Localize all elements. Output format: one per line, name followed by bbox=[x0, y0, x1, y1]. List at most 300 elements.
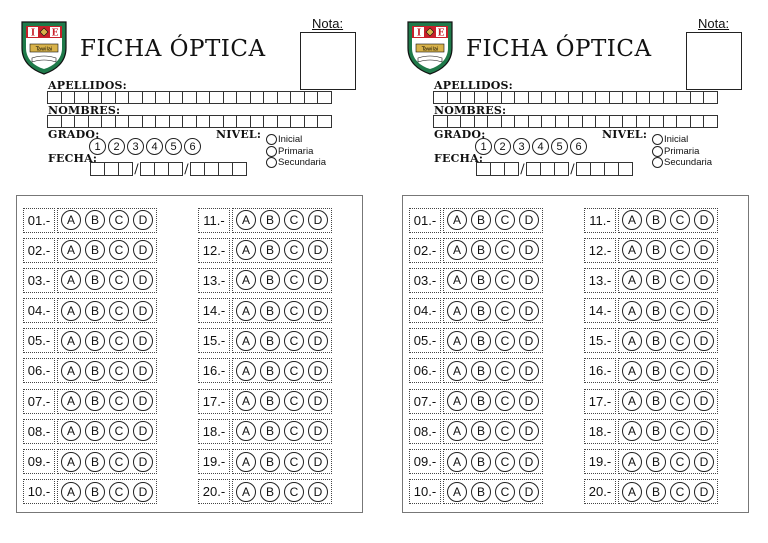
answer-bubble[interactable]: A bbox=[61, 270, 81, 290]
answer-bubble[interactable]: C bbox=[495, 452, 515, 472]
answer-bubble[interactable]: D bbox=[519, 301, 539, 321]
fecha-boxes[interactable]: / / bbox=[90, 162, 247, 176]
answer-bubble[interactable]: C bbox=[109, 270, 129, 290]
answer-bubble[interactable]: A bbox=[61, 331, 81, 351]
answer-bubble[interactable]: D bbox=[308, 421, 328, 441]
answer-bubble[interactable]: B bbox=[85, 452, 105, 472]
answer-bubble[interactable]: D bbox=[519, 270, 539, 290]
question-row bbox=[23, 357, 157, 385]
answer-bubble[interactable]: C bbox=[109, 210, 129, 230]
svg-text:E: E bbox=[51, 28, 59, 39]
answer-bubble[interactable]: D bbox=[694, 452, 714, 472]
answer-bubble[interactable]: B bbox=[85, 361, 105, 381]
answer-bubble[interactable]: C bbox=[495, 301, 515, 321]
grade-bubble[interactable]: 6 bbox=[184, 138, 201, 155]
letter-box[interactable] bbox=[263, 91, 277, 104]
grade-bubble[interactable]: 6 bbox=[570, 138, 587, 155]
letter-box[interactable] bbox=[142, 115, 156, 128]
answer-bubble[interactable]: C bbox=[495, 361, 515, 381]
grade-bubble[interactable]: 3 bbox=[127, 138, 144, 155]
answer-bubble[interactable]: B bbox=[646, 270, 666, 290]
letter-box[interactable] bbox=[115, 91, 129, 104]
letter-box[interactable] bbox=[474, 91, 488, 104]
answer-options bbox=[57, 328, 157, 353]
answer-bubble[interactable]: D bbox=[133, 301, 153, 321]
answer-bubble[interactable]: B bbox=[646, 421, 666, 441]
answer-bubble[interactable]: A bbox=[622, 240, 642, 260]
answer-bubble[interactable]: D bbox=[308, 361, 328, 381]
answer-bubble[interactable]: A bbox=[447, 361, 467, 381]
answer-bubble[interactable]: D bbox=[694, 421, 714, 441]
answer-bubble[interactable]: D bbox=[133, 391, 153, 411]
letter-box[interactable] bbox=[663, 115, 677, 128]
answer-bubble[interactable]: C bbox=[109, 240, 129, 260]
answer-bubble[interactable]: C bbox=[495, 331, 515, 351]
grade-bubble[interactable]: 5 bbox=[165, 138, 182, 155]
answer-bubble[interactable]: D bbox=[308, 301, 328, 321]
letter-box[interactable] bbox=[555, 91, 569, 104]
answer-bubble[interactable]: B bbox=[471, 482, 491, 502]
letter-box[interactable] bbox=[88, 115, 102, 128]
answer-bubble[interactable]: C bbox=[284, 331, 304, 351]
answer-bubble[interactable]: B bbox=[85, 331, 105, 351]
answer-bubble[interactable]: D bbox=[133, 270, 153, 290]
answer-bubble[interactable]: D bbox=[519, 482, 539, 502]
answer-bubble[interactable]: C bbox=[495, 240, 515, 260]
letter-box[interactable] bbox=[649, 91, 663, 104]
answer-bubble[interactable]: C bbox=[284, 210, 304, 230]
answer-bubble[interactable]: C bbox=[109, 301, 129, 321]
answer-bubble[interactable]: A bbox=[447, 240, 467, 260]
answer-options bbox=[232, 479, 332, 504]
letter-box[interactable] bbox=[609, 115, 623, 128]
answer-bubble[interactable]: D bbox=[519, 391, 539, 411]
letter-box[interactable] bbox=[101, 91, 115, 104]
question-number: 20.- bbox=[584, 479, 616, 504]
letter-box[interactable] bbox=[74, 91, 88, 104]
answer-bubble[interactable]: A bbox=[622, 210, 642, 230]
letter-box[interactable] bbox=[622, 115, 636, 128]
letter-box[interactable] bbox=[541, 91, 555, 104]
answer-bubble[interactable]: C bbox=[109, 421, 129, 441]
letter-box[interactable] bbox=[317, 115, 332, 128]
answer-bubble[interactable]: C bbox=[670, 240, 690, 260]
answer-bubble[interactable]: A bbox=[622, 331, 642, 351]
answer-bubble[interactable]: B bbox=[646, 301, 666, 321]
school-crest-logo bbox=[18, 18, 70, 76]
letter-box[interactable] bbox=[555, 115, 569, 128]
answer-bubble[interactable]: B bbox=[471, 270, 491, 290]
answer-bubble[interactable]: A bbox=[622, 452, 642, 472]
answer-bubble[interactable]: B bbox=[260, 391, 280, 411]
question-row bbox=[584, 417, 718, 445]
answer-bubble[interactable]: A bbox=[236, 240, 256, 260]
letter-box[interactable] bbox=[47, 91, 61, 104]
answer-bubble[interactable]: A bbox=[61, 361, 81, 381]
letter-box[interactable] bbox=[514, 115, 528, 128]
answer-bubble[interactable]: A bbox=[447, 331, 467, 351]
page-title: FICHA ÓPTICA bbox=[466, 36, 652, 62]
answer-bubble[interactable]: D bbox=[308, 270, 328, 290]
answer-bubble[interactable]: B bbox=[85, 210, 105, 230]
answer-bubble[interactable]: B bbox=[471, 331, 491, 351]
grade-bubble[interactable]: 4 bbox=[532, 138, 549, 155]
answer-bubble[interactable]: B bbox=[471, 361, 491, 381]
answer-bubble[interactable]: C bbox=[670, 270, 690, 290]
question-row bbox=[198, 448, 332, 476]
answer-bubble[interactable]: A bbox=[622, 270, 642, 290]
answer-bubble[interactable]: C bbox=[284, 270, 304, 290]
answer-bubble[interactable]: A bbox=[236, 391, 256, 411]
answer-bubble[interactable]: B bbox=[646, 482, 666, 502]
letter-box[interactable] bbox=[595, 115, 609, 128]
grade-bubble[interactable]: 5 bbox=[551, 138, 568, 155]
letter-box[interactable] bbox=[101, 115, 115, 128]
letter-box[interactable] bbox=[209, 91, 223, 104]
answer-bubble[interactable]: D bbox=[519, 240, 539, 260]
letter-box[interactable] bbox=[196, 115, 210, 128]
nombres-label: NOMBRES: bbox=[434, 104, 507, 117]
answer-bubble[interactable]: D bbox=[308, 452, 328, 472]
answer-bubble[interactable]: A bbox=[447, 301, 467, 321]
nombres-boxes[interactable] bbox=[47, 115, 332, 128]
answer-bubble[interactable]: D bbox=[694, 361, 714, 381]
answer-bubble[interactable]: C bbox=[670, 331, 690, 351]
letter-box[interactable] bbox=[304, 91, 318, 104]
question-number: 07.- bbox=[409, 389, 441, 414]
question-number: 15.- bbox=[198, 328, 230, 353]
letter-box[interactable] bbox=[250, 91, 264, 104]
answer-bubble[interactable]: C bbox=[284, 240, 304, 260]
answer-bubble[interactable]: B bbox=[260, 361, 280, 381]
answer-bubble[interactable]: B bbox=[85, 240, 105, 260]
answer-bubble[interactable]: B bbox=[260, 301, 280, 321]
answer-bubble[interactable]: A bbox=[447, 391, 467, 411]
letter-box[interactable] bbox=[223, 91, 237, 104]
answer-bubble[interactable]: C bbox=[670, 482, 690, 502]
letter-box[interactable] bbox=[128, 115, 142, 128]
nota-score-box[interactable] bbox=[300, 32, 356, 90]
answer-bubble[interactable]: A bbox=[622, 301, 642, 321]
letter-box[interactable] bbox=[528, 91, 542, 104]
answer-bubble[interactable]: A bbox=[236, 301, 256, 321]
answer-bubble[interactable]: A bbox=[622, 421, 642, 441]
answer-bubble[interactable]: D bbox=[308, 391, 328, 411]
answer-bubble[interactable]: B bbox=[471, 210, 491, 230]
answer-bubble[interactable]: B bbox=[646, 361, 666, 381]
answer-bubble[interactable]: B bbox=[260, 331, 280, 351]
grade-bubble[interactable]: 1 bbox=[475, 138, 492, 155]
answer-bubble[interactable]: A bbox=[622, 391, 642, 411]
answer-bubble[interactable]: D bbox=[519, 331, 539, 351]
answer-bubble[interactable]: A bbox=[236, 421, 256, 441]
answer-bubble[interactable]: A bbox=[447, 270, 467, 290]
answer-bubble[interactable]: B bbox=[471, 301, 491, 321]
apellidos-boxes[interactable] bbox=[433, 91, 718, 104]
letter-box[interactable] bbox=[528, 115, 542, 128]
grade-bubble[interactable]: 2 bbox=[108, 138, 125, 155]
answer-bubble[interactable]: D bbox=[133, 421, 153, 441]
answer-bubble[interactable]: B bbox=[260, 482, 280, 502]
answer-bubble[interactable]: D bbox=[308, 210, 328, 230]
answer-bubble[interactable]: D bbox=[308, 331, 328, 351]
answer-sheet-right bbox=[398, 0, 768, 543]
letter-box[interactable] bbox=[703, 91, 718, 104]
letter-box[interactable] bbox=[568, 115, 582, 128]
letter-box[interactable] bbox=[582, 115, 596, 128]
letter-box[interactable] bbox=[223, 115, 237, 128]
letter-box[interactable] bbox=[487, 115, 501, 128]
letter-box[interactable] bbox=[474, 115, 488, 128]
answer-bubble[interactable]: C bbox=[284, 421, 304, 441]
letter-box[interactable] bbox=[196, 91, 210, 104]
answer-bubble[interactable]: D bbox=[519, 421, 539, 441]
answer-bubble[interactable]: C bbox=[670, 452, 690, 472]
answer-bubble[interactable]: A bbox=[236, 361, 256, 381]
letter-box[interactable] bbox=[609, 91, 623, 104]
question-row bbox=[584, 206, 718, 234]
grade-bubble[interactable]: 2 bbox=[494, 138, 511, 155]
answer-bubble[interactable]: A bbox=[447, 210, 467, 230]
answer-bubble[interactable]: C bbox=[670, 391, 690, 411]
answer-bubble[interactable]: C bbox=[670, 301, 690, 321]
answer-sheet-left bbox=[12, 0, 382, 543]
answer-bubble[interactable]: C bbox=[284, 482, 304, 502]
question-row bbox=[23, 478, 157, 506]
answer-bubble[interactable]: A bbox=[447, 452, 467, 472]
answer-bubble[interactable]: D bbox=[133, 482, 153, 502]
question-number: 13.- bbox=[198, 268, 230, 293]
letter-box[interactable] bbox=[169, 115, 183, 128]
letter-box[interactable] bbox=[169, 91, 183, 104]
answer-bubble[interactable]: D bbox=[694, 301, 714, 321]
letter-box[interactable] bbox=[447, 115, 461, 128]
answer-bubble[interactable]: A bbox=[61, 210, 81, 230]
answer-bubble[interactable]: D bbox=[133, 452, 153, 472]
answer-bubble[interactable]: A bbox=[61, 301, 81, 321]
answer-bubble[interactable]: C bbox=[284, 452, 304, 472]
answer-options bbox=[443, 268, 543, 293]
letter-box[interactable] bbox=[636, 115, 650, 128]
answer-bubble[interactable]: D bbox=[133, 331, 153, 351]
nivel-radio[interactable] bbox=[652, 134, 663, 145]
answer-bubble[interactable]: D bbox=[694, 482, 714, 502]
answer-bubble[interactable]: D bbox=[133, 361, 153, 381]
letter-box[interactable] bbox=[501, 115, 515, 128]
answer-bubble[interactable]: B bbox=[260, 421, 280, 441]
letter-box[interactable] bbox=[636, 91, 650, 104]
nivel-radio[interactable] bbox=[266, 157, 277, 168]
answer-bubble[interactable]: C bbox=[495, 391, 515, 411]
answer-bubble[interactable]: C bbox=[109, 391, 129, 411]
answer-bubble[interactable]: B bbox=[471, 452, 491, 472]
answer-bubble[interactable]: D bbox=[519, 210, 539, 230]
letter-box[interactable] bbox=[155, 91, 169, 104]
answer-bubble[interactable]: B bbox=[471, 391, 491, 411]
answer-bubble[interactable]: B bbox=[85, 391, 105, 411]
answer-options bbox=[618, 298, 718, 323]
answer-bubble[interactable]: C bbox=[670, 421, 690, 441]
answer-bubble[interactable]: C bbox=[670, 210, 690, 230]
letter-box[interactable] bbox=[663, 91, 677, 104]
answer-bubble[interactable]: A bbox=[236, 210, 256, 230]
answer-bubble[interactable]: D bbox=[308, 482, 328, 502]
answer-bubble[interactable]: C bbox=[495, 210, 515, 230]
answer-bubble[interactable]: A bbox=[447, 482, 467, 502]
nota-score-box[interactable] bbox=[686, 32, 742, 90]
answer-bubble[interactable]: D bbox=[133, 240, 153, 260]
answer-bubble[interactable]: B bbox=[260, 452, 280, 472]
answer-bubble[interactable]: B bbox=[646, 210, 666, 230]
answer-bubble[interactable]: C bbox=[109, 482, 129, 502]
answer-bubble[interactable]: C bbox=[495, 482, 515, 502]
letter-box[interactable] bbox=[236, 115, 250, 128]
apellidos-boxes[interactable] bbox=[47, 91, 332, 104]
answer-bubble[interactable]: B bbox=[260, 270, 280, 290]
grade-bubble[interactable]: 3 bbox=[513, 138, 530, 155]
letter-box[interactable] bbox=[236, 91, 250, 104]
answer-bubble[interactable]: A bbox=[61, 482, 81, 502]
letter-box[interactable] bbox=[128, 91, 142, 104]
letter-box[interactable] bbox=[74, 115, 88, 128]
question-number: 12.- bbox=[584, 238, 616, 263]
answer-bubble[interactable]: D bbox=[694, 270, 714, 290]
answer-bubble[interactable]: A bbox=[61, 452, 81, 472]
school-crest-logo bbox=[404, 18, 456, 76]
answer-bubble[interactable]: A bbox=[622, 361, 642, 381]
answer-bubble[interactable]: C bbox=[670, 361, 690, 381]
letter-box[interactable] bbox=[703, 115, 718, 128]
letter-box[interactable] bbox=[433, 115, 447, 128]
answer-bubble[interactable]: A bbox=[61, 421, 81, 441]
letter-box[interactable] bbox=[676, 91, 690, 104]
answer-bubble[interactable]: B bbox=[260, 210, 280, 230]
answer-options bbox=[57, 419, 157, 444]
answer-bubble[interactable]: A bbox=[61, 240, 81, 260]
answer-bubble[interactable]: C bbox=[109, 452, 129, 472]
answer-bubble[interactable]: D bbox=[694, 391, 714, 411]
letter-box[interactable] bbox=[142, 91, 156, 104]
letter-box[interactable] bbox=[649, 115, 663, 128]
answer-bubble[interactable]: C bbox=[109, 331, 129, 351]
letter-box[interactable] bbox=[690, 91, 704, 104]
letter-box[interactable] bbox=[182, 115, 196, 128]
answer-bubble[interactable]: D bbox=[519, 361, 539, 381]
grade-bubble[interactable]: 1 bbox=[89, 138, 106, 155]
answer-bubble[interactable]: B bbox=[646, 391, 666, 411]
letter-box[interactable] bbox=[155, 115, 169, 128]
answer-bubble[interactable]: B bbox=[85, 301, 105, 321]
letter-box[interactable] bbox=[304, 115, 318, 128]
letter-box[interactable] bbox=[290, 91, 304, 104]
answer-bubble[interactable]: A bbox=[447, 421, 467, 441]
letter-box[interactable] bbox=[676, 115, 690, 128]
letter-box[interactable] bbox=[61, 91, 75, 104]
answer-bubble[interactable]: B bbox=[85, 270, 105, 290]
letter-box[interactable] bbox=[277, 115, 291, 128]
answer-bubble[interactable]: A bbox=[236, 482, 256, 502]
letter-box[interactable] bbox=[690, 115, 704, 128]
letter-box[interactable] bbox=[115, 115, 129, 128]
answer-bubble[interactable]: C bbox=[109, 361, 129, 381]
nombres-boxes[interactable] bbox=[433, 115, 718, 128]
answer-bubble[interactable]: A bbox=[61, 391, 81, 411]
answer-bubble[interactable]: C bbox=[284, 301, 304, 321]
answer-bubble[interactable]: A bbox=[236, 331, 256, 351]
letter-box[interactable] bbox=[582, 91, 596, 104]
answer-bubble[interactable]: B bbox=[471, 240, 491, 260]
letter-box[interactable] bbox=[433, 91, 447, 104]
fecha-boxes[interactable]: / / bbox=[476, 162, 633, 176]
question-number: 04.- bbox=[409, 298, 441, 323]
question-number: 06.- bbox=[409, 358, 441, 383]
letter-box[interactable] bbox=[61, 115, 75, 128]
letter-box[interactable] bbox=[514, 91, 528, 104]
answer-bubble[interactable]: D bbox=[308, 240, 328, 260]
answer-bubble[interactable]: D bbox=[694, 331, 714, 351]
letter-box[interactable] bbox=[47, 115, 61, 128]
nivel-radio[interactable] bbox=[652, 146, 663, 157]
letter-box[interactable] bbox=[541, 115, 555, 128]
letter-box[interactable] bbox=[209, 115, 223, 128]
answer-bubble[interactable]: B bbox=[646, 240, 666, 260]
letter-box[interactable] bbox=[447, 91, 461, 104]
answer-bubble[interactable]: B bbox=[471, 421, 491, 441]
letter-box[interactable] bbox=[250, 115, 264, 128]
letter-box[interactable] bbox=[501, 91, 515, 104]
answer-bubble[interactable]: C bbox=[495, 421, 515, 441]
letter-box[interactable] bbox=[595, 91, 609, 104]
answer-bubble[interactable]: B bbox=[85, 421, 105, 441]
letter-box[interactable] bbox=[317, 91, 332, 104]
answer-bubble[interactable]: D bbox=[694, 240, 714, 260]
letter-box[interactable] bbox=[277, 91, 291, 104]
answer-bubble[interactable]: B bbox=[260, 240, 280, 260]
question-row bbox=[584, 297, 718, 325]
letter-box[interactable] bbox=[182, 91, 196, 104]
answer-bubble[interactable]: A bbox=[236, 270, 256, 290]
letter-box[interactable] bbox=[568, 91, 582, 104]
letter-box[interactable] bbox=[622, 91, 636, 104]
letter-box[interactable] bbox=[460, 91, 474, 104]
answer-bubble[interactable]: C bbox=[495, 270, 515, 290]
letter-box[interactable] bbox=[263, 115, 277, 128]
answer-bubble[interactable]: A bbox=[236, 452, 256, 472]
letter-box[interactable] bbox=[88, 91, 102, 104]
answer-bubble[interactable]: D bbox=[694, 210, 714, 230]
nivel-radio[interactable] bbox=[266, 134, 277, 145]
letter-box[interactable] bbox=[460, 115, 474, 128]
answer-bubble[interactable]: C bbox=[284, 391, 304, 411]
answer-bubble[interactable]: C bbox=[284, 361, 304, 381]
answer-bubble[interactable]: B bbox=[646, 331, 666, 351]
answer-bubble[interactable]: D bbox=[133, 210, 153, 230]
answer-bubble[interactable]: A bbox=[622, 482, 642, 502]
grade-bubble[interactable]: 4 bbox=[146, 138, 163, 155]
answer-bubble[interactable]: B bbox=[646, 452, 666, 472]
letter-box[interactable] bbox=[487, 91, 501, 104]
nivel-radio[interactable] bbox=[652, 157, 663, 168]
nivel-option-label: Inicial bbox=[664, 134, 689, 145]
svg-text:I: I bbox=[416, 28, 422, 39]
grado-options bbox=[89, 138, 201, 155]
question-number: 20.- bbox=[198, 479, 230, 504]
letter-box[interactable] bbox=[290, 115, 304, 128]
answer-bubble[interactable]: D bbox=[519, 452, 539, 472]
answer-bubble[interactable]: B bbox=[85, 482, 105, 502]
question-row bbox=[198, 327, 332, 355]
nivel-radio[interactable] bbox=[266, 146, 277, 157]
